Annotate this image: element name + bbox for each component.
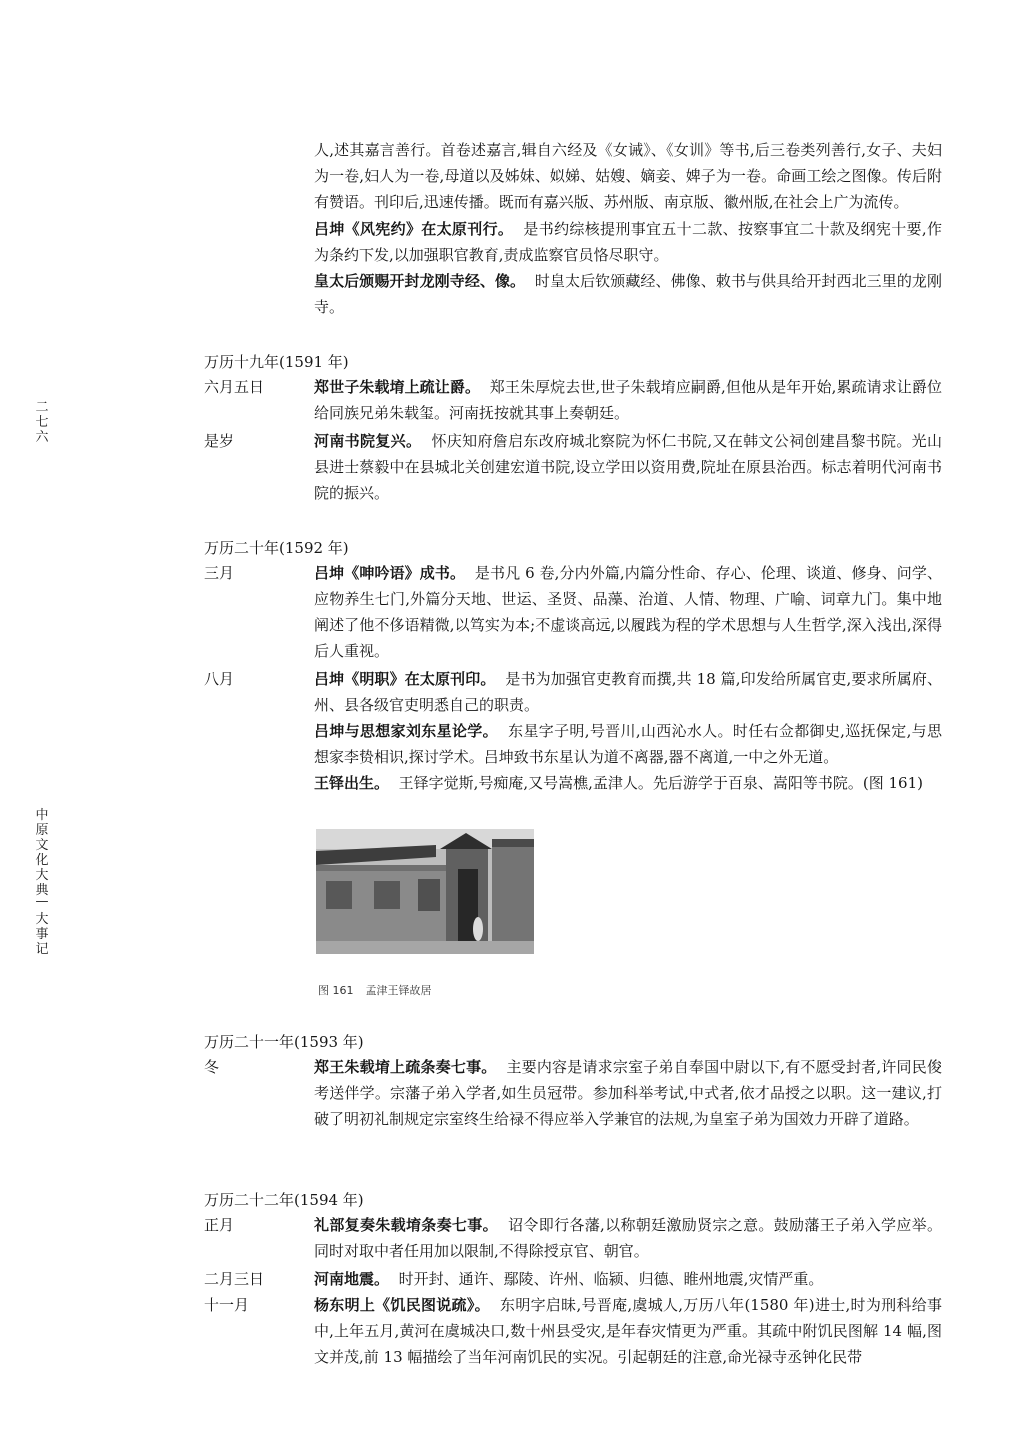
entry-mingzhi: [314, 666, 942, 718]
entry-title: 吕坤与思想家刘东星论学。: [314, 722, 498, 740]
entry-text: 诏令即行各藩,以称朝廷激励贤宗之意。鼓励藩王子弟入学应举。同时对取中者任用加以限制,不得除授京官、朝官。: [314, 1216, 942, 1260]
date-label: 正月: [204, 1216, 235, 1234]
date-label: 六月五日: [204, 378, 265, 396]
entry-text: 时开封、通许、鄢陵、许州、临颍、归德、睢州地震,灾情严重。: [398, 1270, 824, 1288]
entry-text: 主要内容是请求宗室子弟自奉国中尉以下,有不愿受封者,许同民俊考送伴学。宗藩子弟入学者,如生员冠带。参加科举考试,中式者,依才品授之以职。这一建议,打破了明初礼制规定宗室终生给禄不得应举入学兼官的法规,为皇室子弟为国效力开辟了道路。: [314, 1058, 942, 1128]
title-dash: —: [35, 894, 49, 909]
date-label: 冬: [204, 1058, 220, 1076]
entry-text: 时皇太后钦颁藏经、佛像、敕书与供具给开封西北三里的龙刚寺。: [314, 272, 942, 316]
entry-title: 郑世子朱载堉上疏让爵。: [314, 378, 481, 396]
entry-zhu-zaiyu-abdication: [314, 374, 942, 426]
entry-text: 人,述其嘉言善行。首卷述嘉言,辑自六经及《女诫》、《女训》等书,后三卷类列善行,女子、夫妇为一卷,妇人为一卷,母道以及姊妹、姒娣、姑嫂、嫡妾、婢子为一卷。命画工绘之图像。传后附有赞语。刊印后,迅速传播。既而有嘉兴版、苏州版、南京版、徽州版,在社会上广为流传。: [314, 141, 942, 211]
entry-text: 王铎字觉斯,号痴庵,又号嵩樵,孟津人。先后游学于百泉、嵩阳等书院。(图 161): [398, 774, 923, 792]
entry-title: 杨东明上《饥民图说疏》。: [314, 1296, 490, 1314]
entry-title: 礼部复奏朱载堉条奏七事。: [314, 1216, 498, 1234]
date-label: 二月三日: [204, 1270, 265, 1288]
entry-ministry-reply: [314, 1212, 942, 1264]
entry-text: 是书约综核提刑事宜五十二款、按察事宜二十款及纲宪十要,作为条约下发,以加强职官教育,责成监察官员恪尽职守。: [314, 220, 942, 264]
volume-title: 大事记: [35, 912, 49, 957]
year-heading-1592: 万历二十年(1592 年): [204, 539, 349, 557]
entry-title: 河南书院复兴。: [314, 432, 422, 450]
entry-academies-revival: [314, 428, 942, 506]
former-residence-photo: [316, 829, 534, 954]
entry-title: 吕坤《风宪约》在太原刊行。: [314, 220, 514, 238]
page-number: 二七六: [35, 400, 49, 445]
figure-photo: [316, 829, 534, 954]
entry-henan-earthquake: [314, 1266, 942, 1292]
figure-caption: [318, 982, 444, 998]
entry-shenyinyu: [314, 560, 942, 664]
entry-title: 吕坤《明职》在太原刊印。: [314, 670, 496, 688]
entry-fengxianyue: [314, 216, 942, 268]
entry-wang-duo-birth: [314, 770, 942, 796]
entry-title: 河南地震。: [314, 1270, 390, 1288]
entry-text: 是书为加强官吏教育而撰,共 18 篇,印发给所属官吏,要求所属府、州、县各级官吏明悉自己的职责。: [314, 670, 942, 714]
year-heading-1593: 万历二十一年(1593 年): [204, 1033, 364, 1051]
date-label: 十一月: [204, 1296, 250, 1314]
entry-title: 王铎出生。: [314, 774, 390, 792]
entry-text: 是书凡 6 卷,分内外篇,内篇分性命、存心、伦理、谈道、修身、问学、应物养生七门,外篇分天地、世运、圣贤、品藻、治道、人情、物理、广喻、词章九门。集中地阐述了他不侈语精微,以笃实为本;不虚谈高远,以履践为程的学术思想与人生哲学,深入浅出,深得后人重视。: [314, 564, 942, 660]
entry-title: 皇太后颁赐开封龙刚寺经、像。: [314, 272, 526, 290]
date-label: 八月: [204, 670, 235, 688]
entry-text: 东星字子明,号晋川,山西沁水人。时任右佥都御史,巡抚保定,与思想家李贽相识,探讨学术。吕坤致书东星认为道不离器,器不离道,一中之外无道。: [314, 722, 942, 766]
entry-title: 吕坤《呻吟语》成书。: [314, 564, 466, 582]
entry-text: 郑王朱厚烷去世,世子朱载堉应嗣爵,但他从是年开始,累疏请求让爵位给同族兄弟朱载玺。河南抚按就其事上奏朝廷。: [314, 378, 942, 422]
year-heading-1591: 万历十九年(1591 年): [204, 353, 349, 371]
entry-text: 怀庆知府詹启东改府城北察院为怀仁书院,又在韩文公祠创建昌黎书院。光山县进士蔡毅中在县城北关创建宏道书院,设立学田以资用费,院址在原县治西。标志着明代河南书院的振兴。: [314, 432, 942, 502]
entry-zhu-zaiyu-seven-matters: [314, 1054, 942, 1132]
entry-continued: [314, 137, 942, 215]
entry-longgang-temple: [314, 268, 942, 320]
entry-text: 东明字启昧,号晋庵,虞城人,万历八年(1580 年)进士,时为刑科给事中,上年五月,黄河在虞城决口,数十州县受灾,是年春灾情更为严重。其疏中附饥民图解 14 幅,图文并茂,前 13 幅描绘了当年河南饥民的实况。引起朝廷的注意,命光禄寺丞钟化民带: [314, 1296, 942, 1366]
figure-label: 图 161: [318, 984, 354, 997]
year-heading-1594: 万历二十二年(1594 年): [204, 1191, 364, 1209]
figure-caption-text: 孟津王铎故居: [365, 984, 432, 997]
entry-famine-illustrations: [314, 1292, 942, 1370]
book-title: 中原文化大典: [35, 808, 49, 898]
entry-liu-dongxing: [314, 718, 942, 770]
entry-title: 郑王朱载堉上疏条奏七事。: [314, 1058, 497, 1076]
date-label: 是岁: [204, 432, 235, 450]
date-label: 三月: [204, 564, 235, 582]
